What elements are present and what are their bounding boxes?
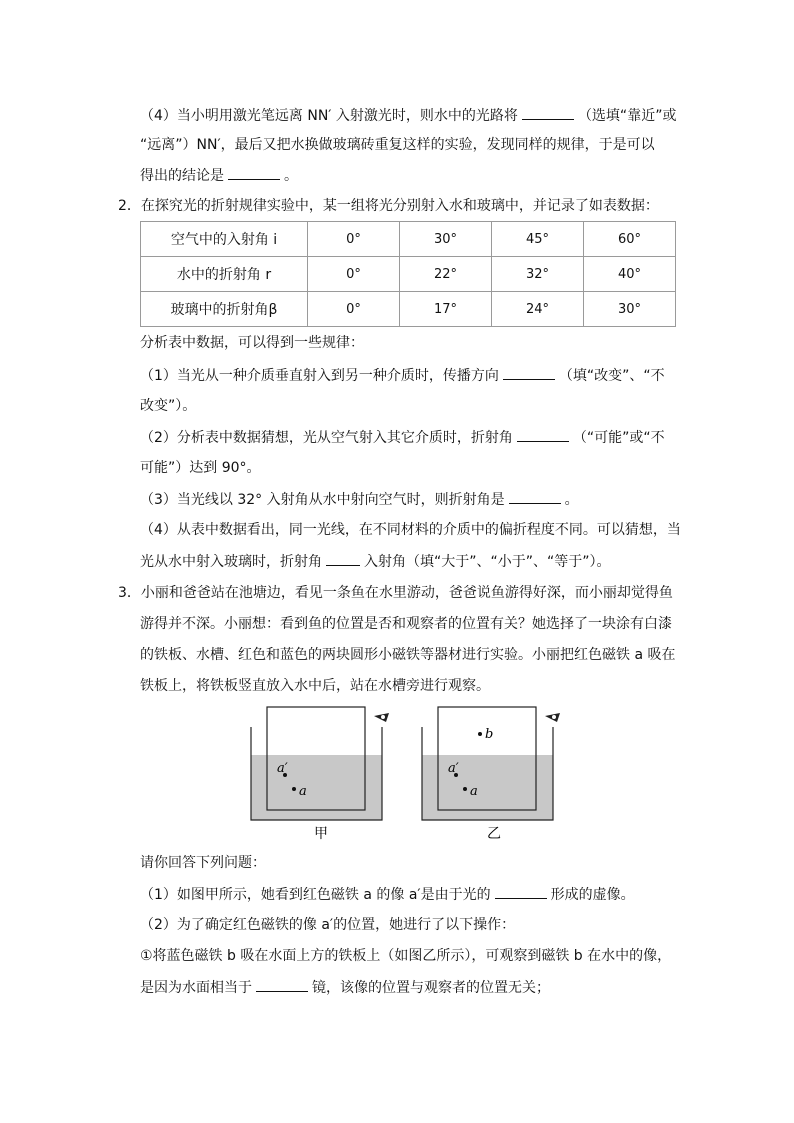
q3-line4: 铁板上，将铁板竖直放入水中后，站在水槽旁进行观察。 — [140, 678, 490, 694]
q3-step1-line2 — [140, 977, 550, 998]
caption-jia: 甲 — [314, 826, 328, 842]
q3-line1: 3．小丽和爸爸站在池塘边，看见一条鱼在水里游动，爸爸说鱼游得好深，而小丽却觉得鱼 — [118, 585, 673, 601]
q3-item1-text-a: （1）如图甲所示，她看到红色磁铁 a 的像 a′是由于光的 — [140, 887, 491, 903]
table-row-label: 玻璃中的折射角β — [141, 292, 308, 327]
q3-item1-line — [140, 884, 635, 905]
table-cell: 0° — [308, 222, 400, 257]
q2-item1-text-a: （1）当光从一种介质垂直射入到另一种介质时，传播方向 — [140, 368, 499, 384]
table-cell: 17° — [400, 292, 492, 327]
table-cell: 24° — [492, 292, 584, 327]
table-cell: 32° — [492, 257, 584, 292]
label-a: a — [470, 784, 478, 799]
q2-item2-text-b: （“可能”或“不 — [572, 430, 665, 446]
q3-item2-line: （2）为了确定红色磁铁的像 a′的位置，她进行了以下操作： — [140, 917, 516, 933]
label-a-prime: a′ — [448, 761, 459, 776]
q3-prompt: 请你回答下列问题： — [140, 855, 266, 871]
table-cell: 22° — [400, 257, 492, 292]
table-cell: 30° — [584, 292, 676, 327]
q3-step1-text-c: 镜，该像的位置与观察者的位置无关； — [312, 980, 550, 996]
q1-item4-text-c: 得出的结论是 — [140, 168, 224, 184]
magnet-a-dot — [463, 787, 467, 791]
table-cell: 0° — [308, 257, 400, 292]
q2-item2-text-a: （2）分析表中数据猜想，光从空气射入其它介质时，折射角 — [140, 430, 513, 446]
caption-yi: 乙 — [487, 826, 501, 842]
q2-intro: 2．在探究光的折射规律实验中，某一组将光分别射入水和玻璃中，并记录了如表数据： — [118, 198, 659, 214]
q2-item1-line2: 改变”）。 — [140, 398, 197, 414]
figure-yi — [422, 707, 560, 842]
label-a-prime: a′ — [277, 761, 288, 776]
q1-item4-line2: “远离”）NN′，最后又把水换做玻璃砖重复这样的实验，发现同样的规律，于是可以 — [140, 137, 655, 153]
q2-item4-text-b: 光从水中射入玻璃时，折射角 — [140, 554, 322, 570]
eye-icon — [545, 713, 560, 722]
q3-step1-line1: ①将蓝色磁铁 b 吸在水面上方的铁板上（如图乙所示），可观察到磁铁 b 在水中的像， — [140, 948, 672, 964]
table-row-label: 水中的折射角 r — [141, 257, 308, 292]
q1-item4-text-a: （4）当小明用激光笔远离 NN′ 入射激光时，则水中的光路将 — [140, 108, 518, 124]
q2-item3-text-b: 。 — [564, 492, 579, 508]
q2-item4-text-c: 入射角（填“大于”、“小于”、“等于”）。 — [364, 554, 611, 570]
q3-item1-text-b: 形成的虚像。 — [550, 887, 635, 903]
label-b: b — [485, 727, 494, 742]
q2-item2-line2: 可能”）达到 90°。 — [140, 460, 261, 476]
magnet-a-dot — [292, 787, 296, 791]
magnet-b-dot — [478, 732, 482, 736]
table-cell: 30° — [400, 222, 492, 257]
table-cell: 0° — [308, 292, 400, 327]
q1-item4-text-d: 。 — [284, 168, 298, 184]
q2-item4-line1: （4）从表中数据看出，同一光线，在不同材料的介质中的偏折程度不同。可以猜想，当 — [140, 522, 681, 538]
q3-line2: 游得并不深。小丽想：看到鱼的位置是否和观察者的位置有关？她选择了一块涂有白漆 — [140, 616, 672, 632]
q1-item4-text-b: （选填“靠近”或 — [577, 108, 677, 124]
figure-jia — [251, 707, 389, 842]
table-cell: 45° — [492, 222, 584, 257]
answer-blank[interactable] — [256, 977, 308, 992]
table-row-label: 空气中的入射角 i — [141, 222, 308, 257]
answer-blank[interactable] — [495, 884, 547, 899]
q3-step1-text-b: 是因为水面相当于 — [140, 980, 252, 996]
label-a: a — [299, 784, 307, 799]
q2-item3-text-a: （3）当光线以 32° 入射角从水中射向空气时，则折射角是 — [140, 492, 505, 508]
q2-item1-text-b: （填“改变”、“不 — [558, 368, 665, 384]
table-cell: 60° — [584, 222, 676, 257]
q3-line3: 的铁板、水槽、红色和蓝色的两块圆形小磁铁等器材进行实验。小丽把红色磁铁 a 吸在 — [140, 647, 676, 663]
q2-analysis: 分析表中数据，可以得到一些规律： — [140, 335, 364, 351]
table-cell: 40° — [584, 257, 676, 292]
eye-icon — [374, 713, 389, 722]
